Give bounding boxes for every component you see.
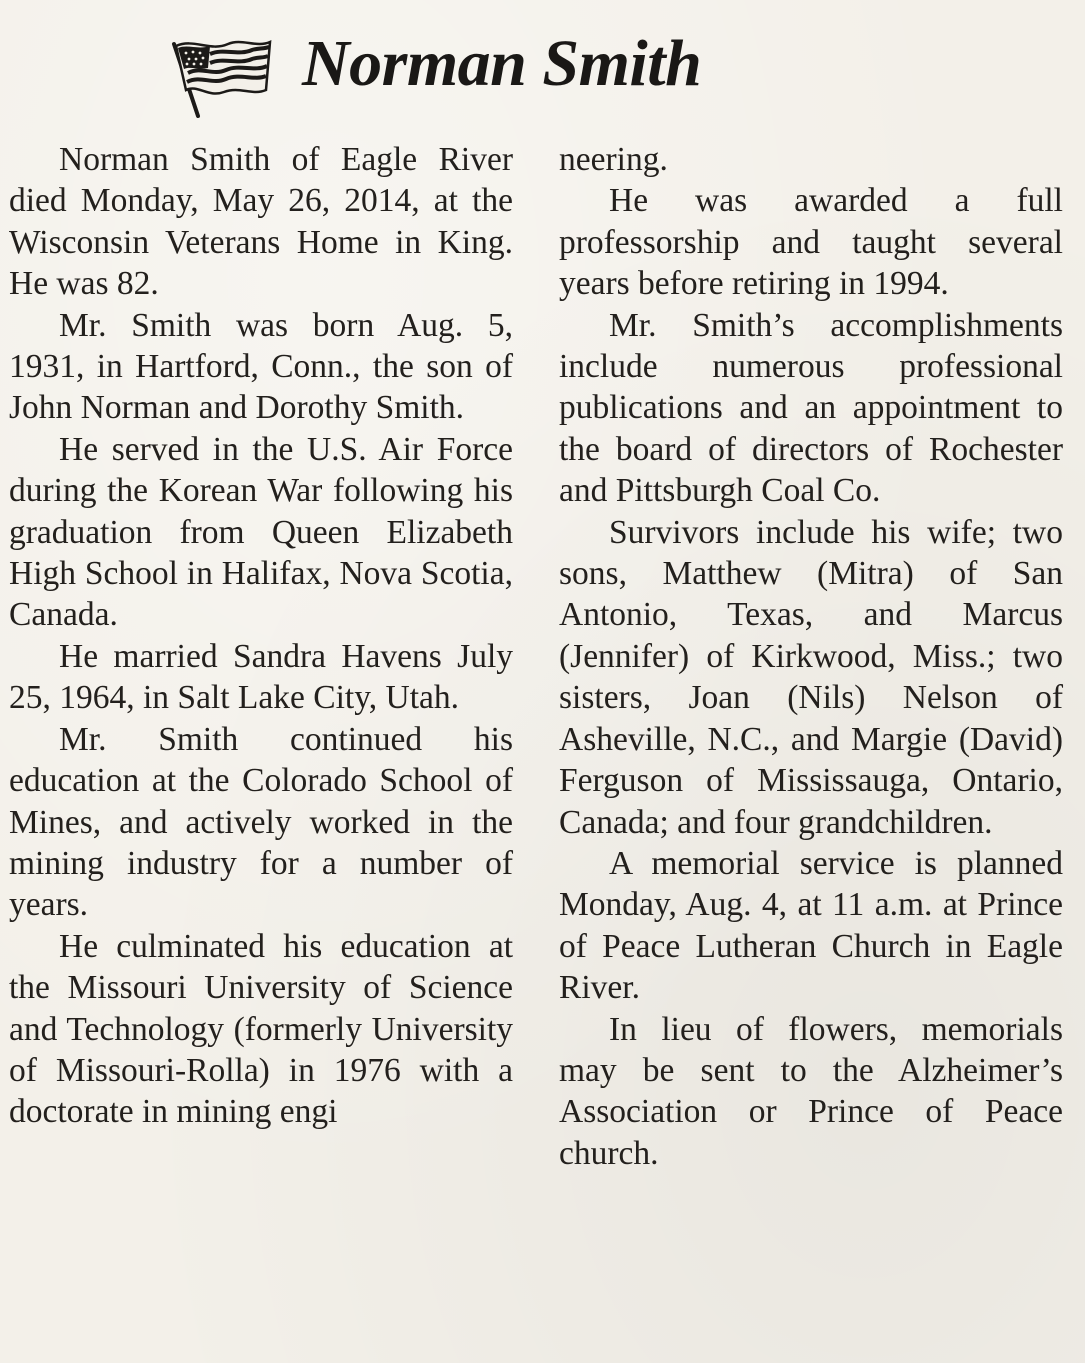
paragraph-professorship: He was awarded a full professorship and taught several years before retiring in 1994. — [559, 182, 1063, 303]
obituary-name-heading: Norman Smith — [302, 27, 702, 100]
obituary-left-column — [9, 139, 513, 1133]
paragraph-birth: Mr. Smith was born Aug. 5, 1931, in Hartford, Conn., the son of John Norman and Dorothy Smith. — [9, 306, 513, 427]
obituary-right-column — [559, 139, 1063, 1174]
american-flag-icon — [168, 32, 272, 118]
paragraph-accomplishments: Mr. Smith’s accomplishments include numerous professional publications and an appointment to the board of directors of Rochester and Pittsburgh Coal Co. — [559, 306, 1063, 510]
paragraph-education: Mr. Smith continued his education at the Colorado School of Mines, and actively worked in the mining industry for a number of years. — [9, 720, 513, 924]
paragraph-death-notice: Norman Smith of Eagle River died Monday, May 26, 2014, at the Wisconsin Veterans Home in King. He was 82. — [9, 141, 513, 303]
paragraph-survivors: Survivors include his wife; two sons, Matthew (Mitra) of San Antonio, Texas, and Marcus (Jennifer) of Kirkwood, Miss.; two sisters, Joan (Nils) Nelson of Asheville, N.C., and Margie (David) Ferguson of Mississauga, Ontario, Canada; and four grandchildren. — [559, 513, 1063, 841]
paragraph-marriage: He married Sandra Havens July 25, 1964, in Salt Lake City, Utah. — [9, 637, 513, 717]
obituary-header — [0, 18, 1085, 118]
paragraph-military-service: He served in the U.S. Air Force during the Korean War following his graduation from Queen Elizabeth High School in Halifax, Nova Scotia, Canada. — [9, 430, 513, 634]
paragraph-memorials: In lieu of flowers, memorials may be sent to the Alzheimer’s Association or Prince of Peace church. — [559, 1010, 1063, 1172]
paragraph-memorial-service: A memorial service is planned Monday, Aug. 4, at 11 a.m. at Prince of Peace Lutheran Church in Eagle River. — [559, 844, 1063, 1007]
paragraph-doctorate: He culminated his education at the Missouri University of Science and Technology (formerly University of Missouri-Rolla) in 1976 with a doctorate in mining engi — [9, 927, 513, 1131]
paragraph-doctorate-continued: neering. — [559, 141, 668, 178]
